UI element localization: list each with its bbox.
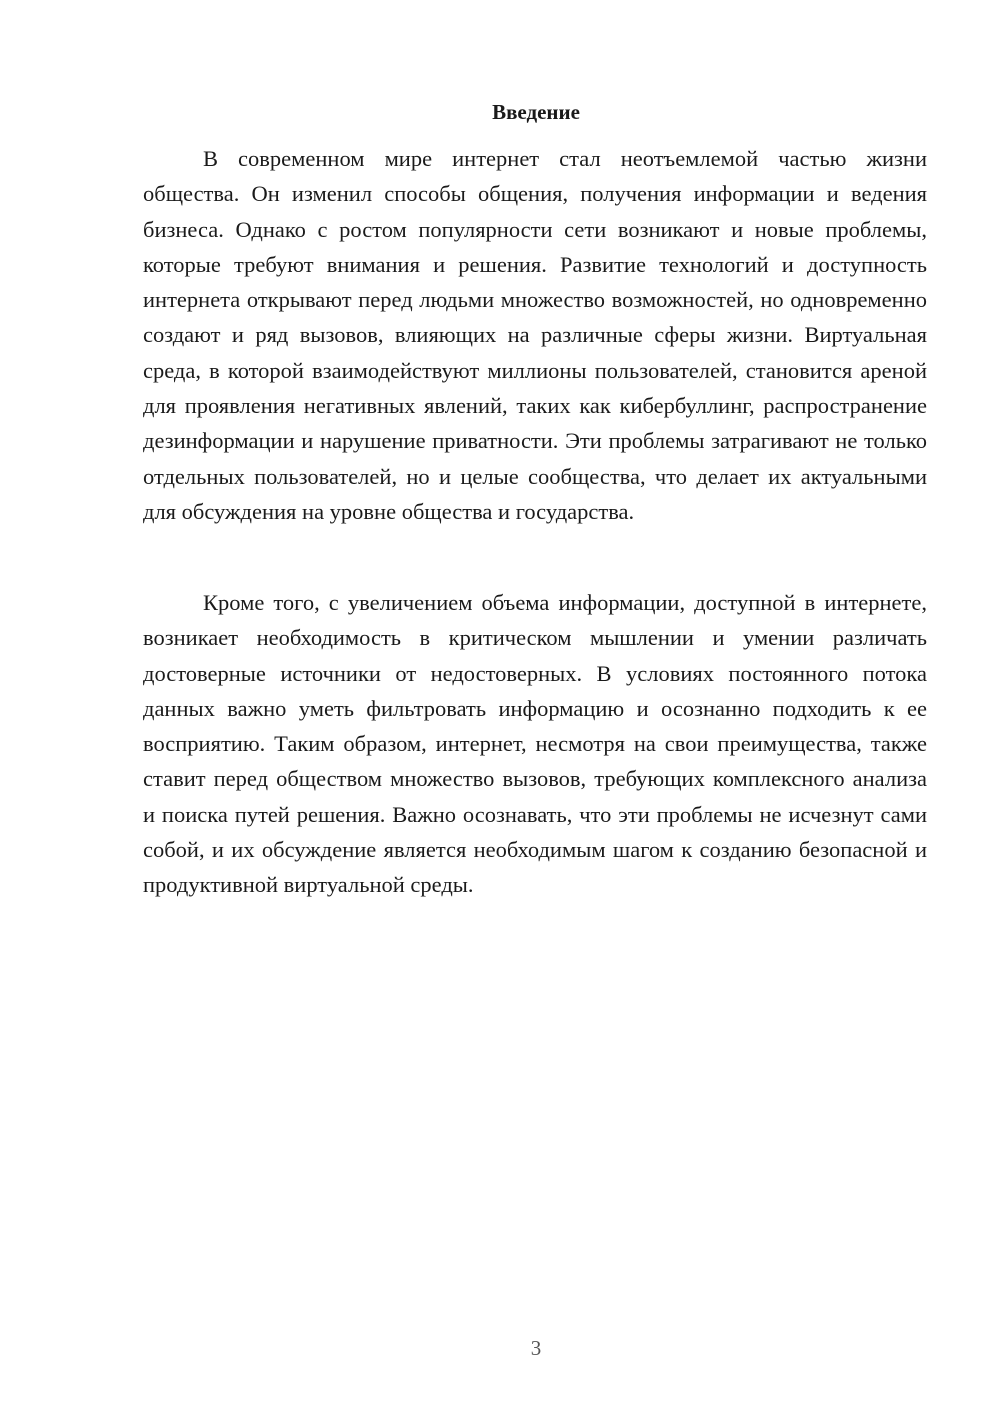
section-heading: Введение <box>492 100 580 124</box>
page-number: 3 <box>530 1336 542 1360</box>
paragraph-1: В современном мире интернет стал неотъемлемой частью жизни общества. Он изменил способы общения, получения информации и ведения бизнеса. Однако с ростом популярности сети возникают и новые проблемы, которые требуют внимания и решения. Развитие технологий и доступность интернета открывают перед людьми множество возможностей, но одновременно создают и ряд вызовов, влияющих на различные сферы жизни. Виртуальная среда, в которой взаимодействуют миллионы пользователей, становится ареной для проявления негативных явлений, таких как кибербуллинг, распространение дезинформации и нарушение приватности. Эти проблемы затрагивают не только отдельных пользователей, но и целые сообщества, что делает их актуальными для обсуждения на уровне общества и государства. <box>143 146 927 524</box>
paragraph-2: Кроме того, с увеличением объема информации, доступной в интернете, возникает необходимость в критическом мышлении и умении различать достоверные источники от недостоверных. В условиях постоянного потока данных важно уметь фильтровать информацию и осознанно подходить к ее восприятию. Таким образом, интернет, несмотря на свои преимущества, также ставит перед обществом множество вызовов, требующих комплексного анализа и поиска путей решения. Важно осознавать, что эти проблемы не исчезнут сами собой, и их обсуждение является необходимым шагом к созданию безопасной и продуктивной виртуальной среды. <box>143 590 927 898</box>
